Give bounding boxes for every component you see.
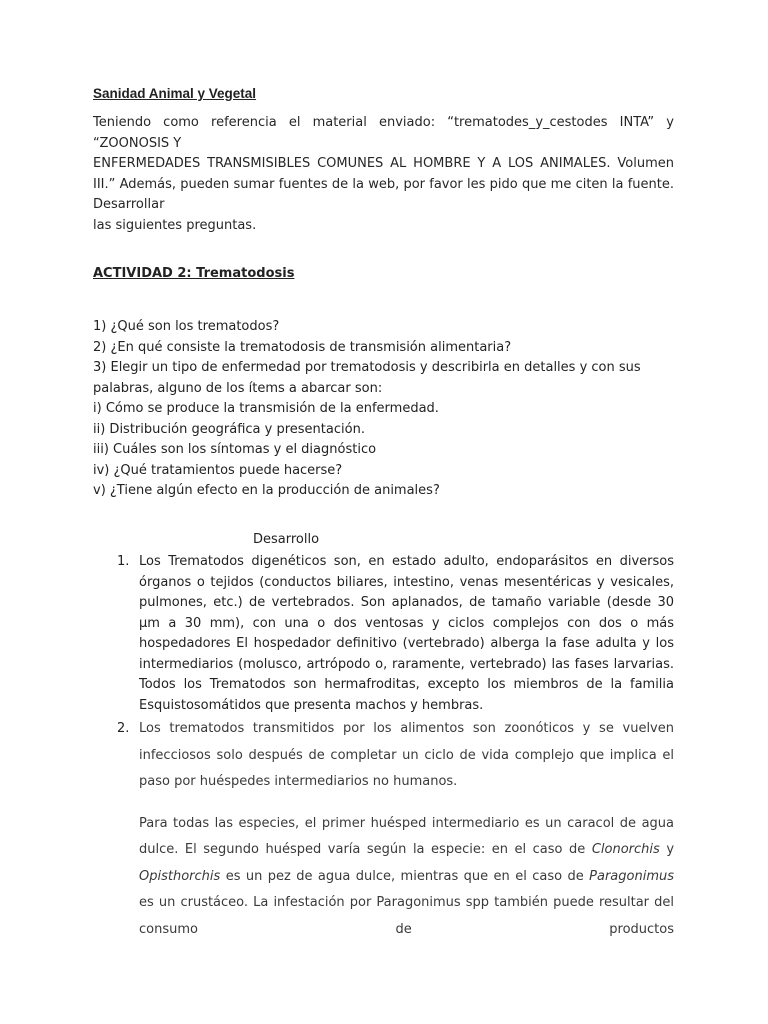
answer-text: Los trematodos transmitidos por los alimentos son zoonóticos y se vuelven infecciosos solo después de completar un ciclo de vida complejo que implica el paso por huéspedes intermediarios no humanos.: [139, 721, 674, 789]
answer-item-1: [93, 552, 674, 716]
intro-line-3: las siguientes preguntas.: [93, 217, 257, 233]
answer-number: 1.: [117, 554, 130, 569]
question-item: 2) ¿En qué consiste la trematodosis de transmisión alimentaria?: [93, 339, 512, 355]
intro-line-2: ENFERMEDADES TRANSMISIBLES COMUNES AL HOMBRE Y A LOS ANIMALES. Volumen III.” Además, pueden sumar fuentes de la web, por favor les pido que me citen la fuente. Desarrollar: [93, 156, 674, 212]
answer-item-2: [93, 716, 674, 943]
question-item: iv) ¿Qué tratamientos puede hacerse?: [93, 462, 343, 478]
species-name: Paragonimus: [589, 868, 674, 884]
question-item: 3) Elegir un tipo de enfermedad por trematodosis y describirla en detalles y con sus: [93, 360, 641, 375]
development-title: Desarrollo: [253, 532, 320, 547]
text-span: y: [659, 842, 675, 857]
document-page: [93, 0, 674, 1024]
document-title: Sanidad Animal y Vegetal: [93, 86, 257, 101]
answer-paragraph: [139, 811, 674, 944]
text-span: Para todas las especies, el primer huésped intermediario es un caracol de agua dulce. El segundo huésped varía según la especie: en el caso de: [139, 815, 674, 857]
questions-list: [93, 317, 674, 502]
answer-text: Los Trematodos digenéticos son, en estado adulto, endoparásitos en diversos órganos o tejidos (conductos biliares, intestino, venas mesentéricas y vesicales, pulmones, etc.) de vertebrados. Son aplanados, de tamaño variable (desde 30 µm a 30 mm), con una o dos ventosas y ciclos complejos con dos o más hospedadores El hospedador definitivo (vertebrado) alberga la fase adulta y los intermediarios (molusco, artrópodo o, raramente, vertebrado) las fases larvarias. Todos los Trematodos son hermafroditas, excepto los miembros de la familia Esquistosomátidos que presenta machos y hembras.: [139, 554, 674, 713]
species-name: Opisthorchis: [139, 868, 221, 884]
text-span: es un crustáceo. La infestación por Paragonimus spp también puede resultar del consumo de productos: [139, 895, 674, 937]
answers-list: [93, 552, 674, 943]
text-span: es un pez de agua dulce, mientras que en el caso de: [220, 868, 590, 884]
question-item: i) Cómo se produce la transmisión de la enfermedad.: [93, 401, 439, 416]
question-item: ii) Distribución geográfica y presentación.: [93, 421, 365, 437]
question-item: 1) ¿Qué son los trematodos?: [93, 319, 280, 334]
question-item: iii) Cuáles son los síntomas y el diagnóstico: [93, 442, 377, 457]
species-name: Clonorchis: [591, 842, 660, 857]
activity-title: ACTIVIDAD 2: Trematodosis: [93, 266, 295, 281]
question-item: palabras, alguno de los ítems a abarcar son:: [93, 380, 383, 396]
answer-number: 2.: [117, 721, 130, 736]
intro-text: [93, 113, 674, 236]
intro-line-1: Teniendo como referencia el material enviado: “trematodes_y_cestodes INTA” y “ZOONOSIS Y: [93, 115, 674, 151]
question-item: v) ¿Tiene algún efecto en la producción de animales?: [93, 483, 440, 498]
